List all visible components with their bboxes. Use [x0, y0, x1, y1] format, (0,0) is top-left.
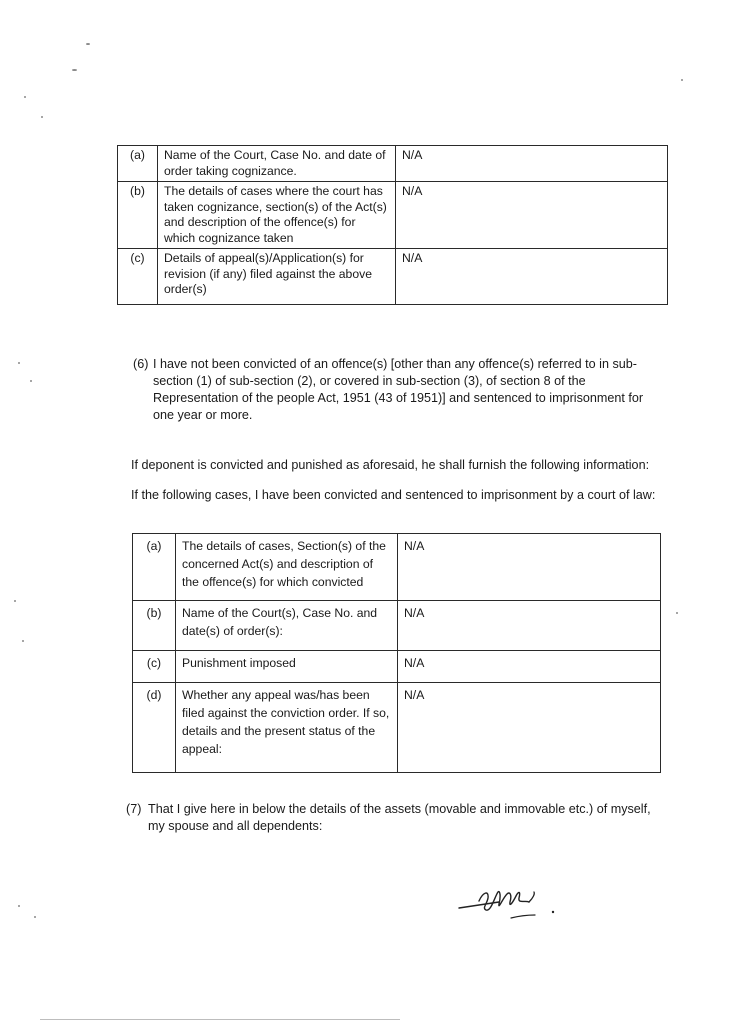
paragraph-7 — [126, 801, 656, 835]
scan-speck — [41, 116, 43, 118]
scan-speck — [86, 43, 90, 45]
scan-speck — [676, 612, 678, 614]
signature-icon — [455, 882, 565, 927]
table-row — [133, 601, 661, 651]
row-description: The details of cases, Section(s) of the concerned Act(s) and description of the offence(s) for which convicted — [176, 534, 398, 601]
scan-speck — [14, 600, 16, 602]
conviction-table — [132, 533, 661, 773]
table-row — [133, 651, 661, 683]
paragraph-number: (7) — [126, 802, 142, 816]
row-value: N/A — [398, 683, 661, 773]
row-value: N/A — [398, 651, 661, 683]
row-label: (b) — [118, 182, 158, 249]
scan-speck — [22, 640, 24, 642]
row-label: (c) — [133, 651, 176, 683]
row-label: (b) — [133, 601, 176, 651]
page-edge-line — [40, 1019, 400, 1020]
row-label: (a) — [118, 146, 158, 182]
row-value: N/A — [396, 146, 668, 182]
row-label: (c) — [118, 249, 158, 305]
row-description: Name of the Court(s), Case No. and date(s) of order(s): — [176, 601, 398, 651]
row-value: N/A — [396, 249, 668, 305]
scan-speck — [72, 69, 77, 71]
scan-speck — [18, 362, 20, 364]
scan-speck — [30, 380, 32, 382]
row-description: The details of cases where the court has taken cognizance, section(s) of the Act(s) and description of the offence(s) for which cognizance taken — [158, 182, 396, 249]
table-row — [118, 146, 668, 182]
row-description: Punishment imposed — [176, 651, 398, 683]
cognizance-table — [117, 145, 668, 305]
scan-speck — [681, 79, 683, 81]
row-value: N/A — [398, 601, 661, 651]
conviction-statement: If the following cases, I have been convicted and sentenced to imprisonment by a court of law: — [131, 488, 656, 502]
paragraph-text: I have not been convicted of an offence(s) [other than any offence(s) referred to in sub-section (1) of sub-section (2), or covered in sub-section (3), of section 8 of the Representation of the people Act, 1951 (43 of 1951)] and sentenced to imprisonment for one year or more. — [153, 357, 644, 422]
table-row — [133, 534, 661, 601]
row-value: N/A — [398, 534, 661, 601]
table-row — [133, 683, 661, 773]
scan-speck — [24, 96, 26, 98]
table-row — [118, 249, 668, 305]
row-description: Details of appeal(s)/Application(s) for revision (if any) filed against the above order(s) — [158, 249, 396, 305]
paragraph-text: That I give here in below the details of the assets (movable and immovable etc.) of myself, my spouse and all dependents: — [148, 802, 651, 833]
row-description: Whether any appeal was/has been filed against the conviction order. If so, details and the present status of the appeal: — [176, 683, 398, 773]
table-row — [118, 182, 668, 249]
scan-speck — [18, 905, 20, 907]
paragraph-number: (6) — [133, 357, 149, 371]
row-value: N/A — [396, 182, 668, 249]
deponent-statement: If deponent is convicted and punished as aforesaid, he shall furnish the following information: — [131, 458, 650, 472]
row-label: (a) — [133, 534, 176, 601]
row-label: (d) — [133, 683, 176, 773]
paragraph-6 — [133, 356, 663, 424]
scan-speck — [34, 916, 36, 918]
row-description: Name of the Court, Case No. and date of order taking cognizance. — [158, 146, 396, 182]
